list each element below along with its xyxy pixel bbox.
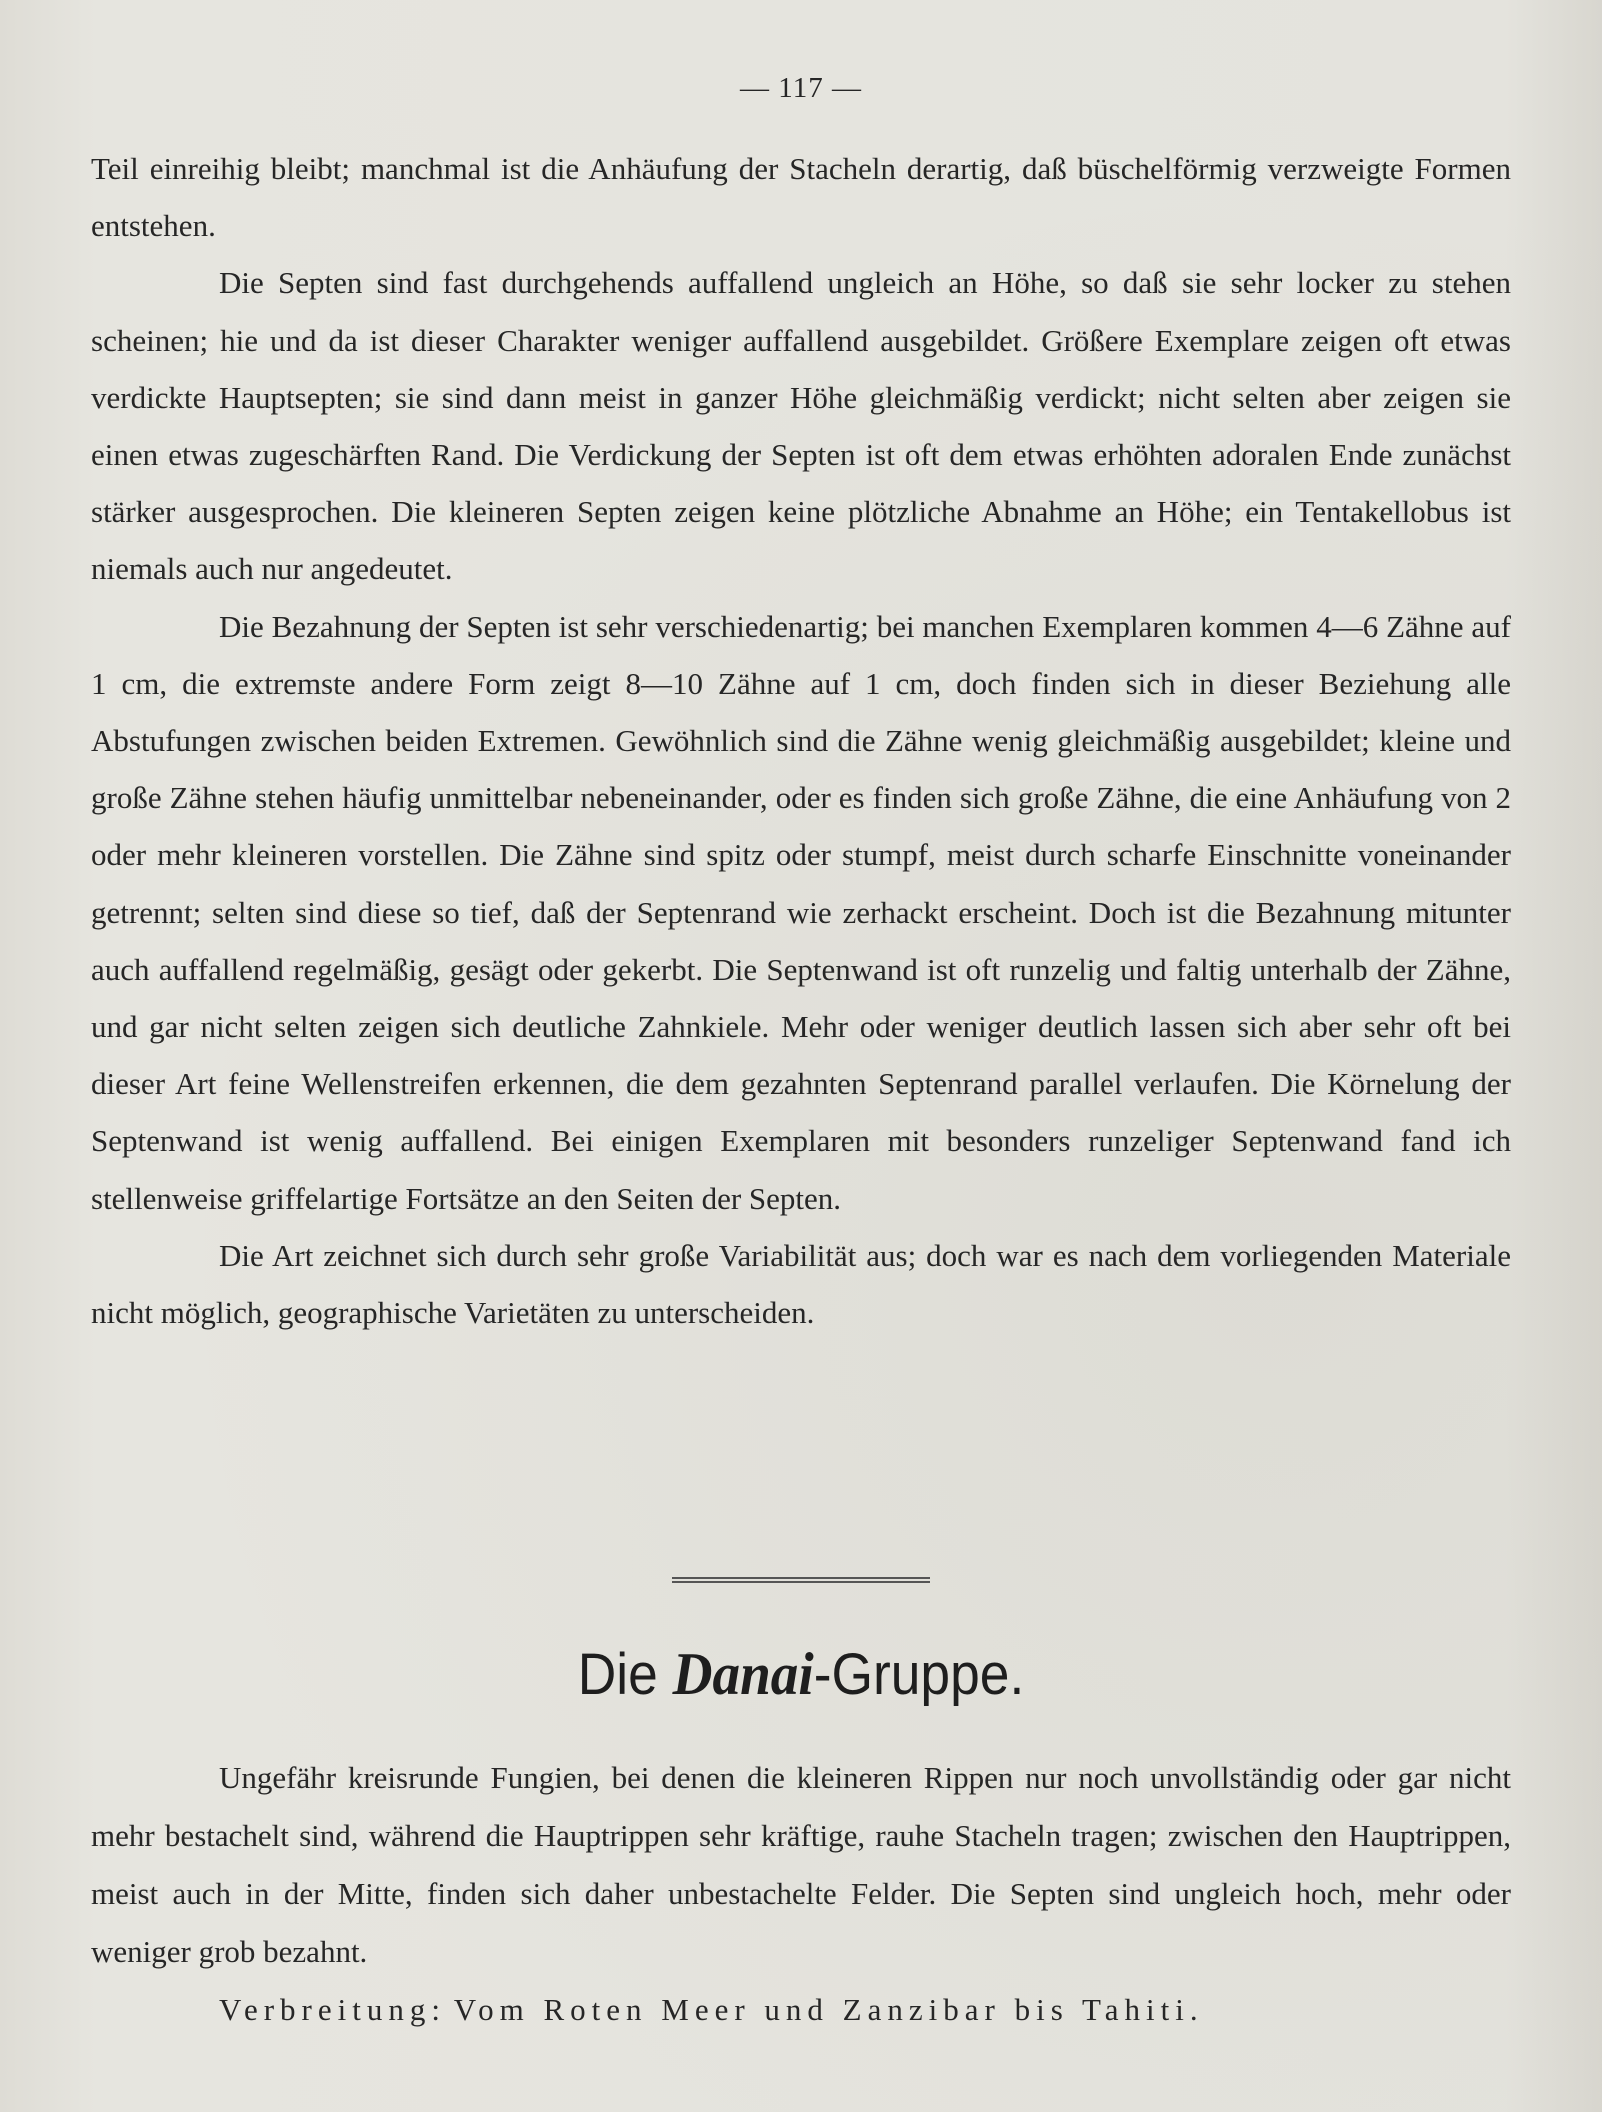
heading-suffix: -Gruppe. — [813, 1642, 1025, 1707]
distribution-line — [91, 1981, 1511, 2039]
paragraph-variabilitaet: Die Art zeichnet sich durch sehr große Variabilität aus; doch war es nach dem vorliegenden Materiale nicht möglich, geographische Varietäten zu unterscheiden. — [91, 1237, 1511, 1331]
distribution-value: Vom Roten Meer und Zanzibar bis Tahiti. — [453, 1992, 1204, 2027]
paragraph-septen-hoehe: Die Septen sind fast durchgehends auffallend ungleich an Höhe, so daß sie sehr locker zu stehen scheinen; hie und da ist dieser Charakter weniger auffallend ausgebildet. Größere Exemplare zeigen oft etwas verdickte Hauptsepten; sie sind dann meist in ganzer Höhe gleichmäßig verdickt; nicht selten aber zeigen sie einen etwas zugeschärften Rand. Die Verdickung der Septen ist oft dem etwas erhöhten adoralen Ende zunächst stärker ausgesprochen. Die kleineren Septen zeigen keine plötzliche Abnahme an Höhe; ein Tentakellobus ist niemals auch nur angedeutet. — [91, 265, 1511, 587]
distribution-label: Verbreitung: — [219, 1992, 446, 2027]
paragraph-bezahnung: Die Bezahnung der Septen ist sehr verschiedenartig; bei manchen Exemplaren kommen 4—6 Zähne auf 1 cm, die extremste andere Form zeigt 8—10 Zähne auf 1 cm, doch finden sich in dieser Beziehung alle Abstufungen zwischen beiden Extremen. Gewöhnlich sind die Zähne wenig gleichmäßig ausgebildet; kleine und große Zähne stehen häufig unmittelbar nebeneinander, oder es finden sich große Zähne, die eine Anhäufung von 2 oder mehr kleineren vorstellen. Die Zähne sind spitz oder stumpf, meist durch scharfe Einschnitte voneinander getrennt; selten sind diese so tief, daß der Septenrand wie zerhackt erscheint. Doch ist die Bezahnung mitunter auch auffallend regelmäßig, gesägt oder gekerbt. Die Septenwand ist oft runzelig und faltig unterhalb der Zähne, und gar nicht selten zeigen sich deutliche Zahnkiele. Mehr oder weniger deutlich lassen sich aber sehr oft bei dieser Art feine Wellenstreifen erkennen, die dem gezahnten Septenrand parallel verlaufen. Die Körnelung der Septenwand ist wenig auffallend. Bei einigen Exemplaren mit besonders runzeliger Septenwand fand ich stellenweise griffelartige Fortsätze an den Seiten der Septen. — [91, 608, 1511, 1216]
section-text — [91, 1749, 1511, 2039]
section-description: Ungefähr kreisrunde Fungien, bei denen die kleineren Rippen nur noch unvollständig oder gar nicht mehr bestachelt sind, während die Hauptrippen sehr kräftige, rauhe Stacheln tragen; zwischen den Hauptrippen, meist auch in der Mitte, finden sich daher unbestachelte Felder. Die Septen sind ungleich hoch, mehr oder weniger grob bezahnt. — [91, 1760, 1511, 1969]
heading-prefix: Die — [577, 1642, 673, 1707]
page-number: — 117 — — [740, 72, 862, 104]
heading-species: Danai — [672, 1641, 814, 1707]
section-divider — [672, 1577, 930, 1583]
section-heading — [64, 1640, 1538, 1709]
body-text — [91, 140, 1511, 1341]
paragraph-continuation: Teil einreihig bleibt; manchmal ist die Anhäufung der Stacheln derartig, daß büschelförmig verzweigte Formen entstehen. — [91, 151, 1511, 244]
